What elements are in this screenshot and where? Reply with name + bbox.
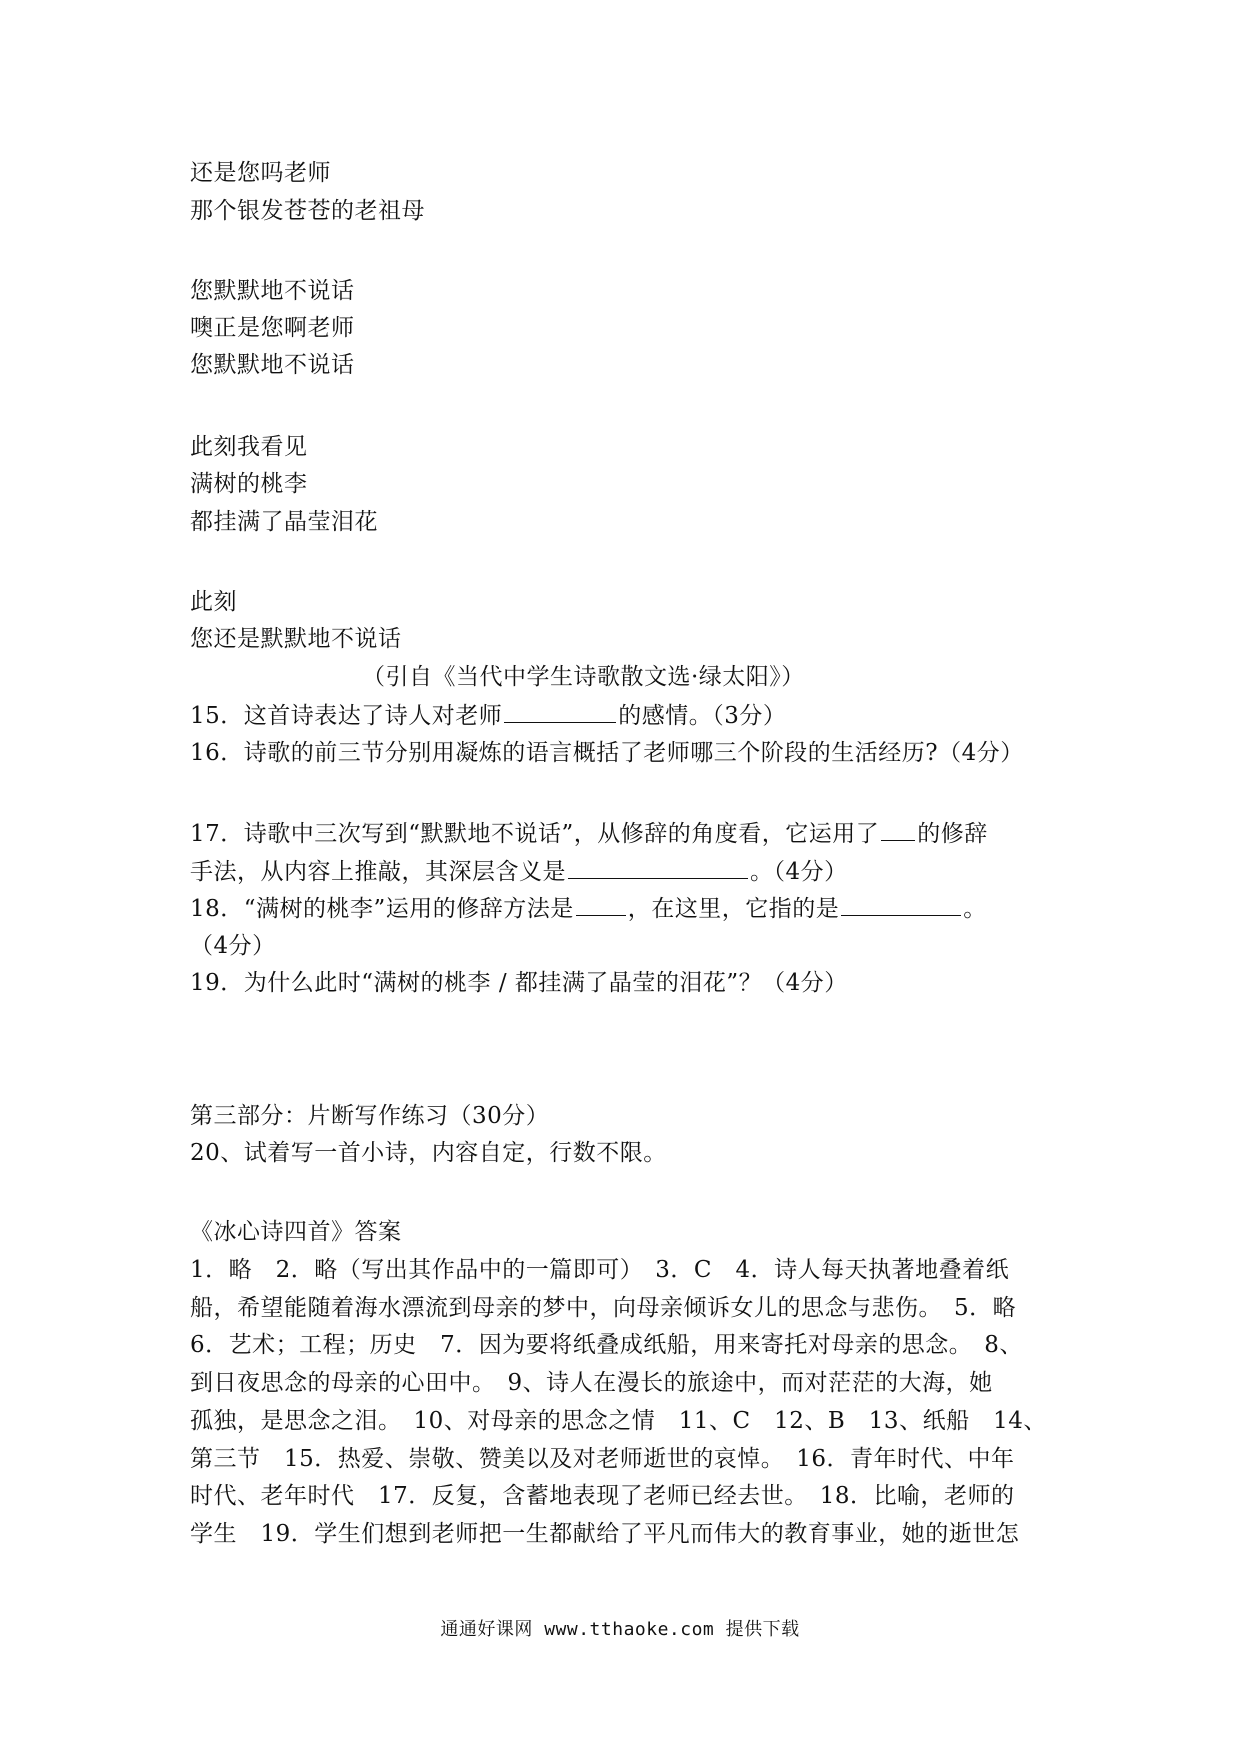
poem-line: 此刻我看见 (190, 434, 308, 460)
question-17-tail: 的修辞 (917, 821, 988, 847)
poem-line: 满树的桃李 (190, 471, 308, 497)
answer-line: 6．艺术；工程；历史 7．因为要将纸叠成纸船，用来寄托对母亲的思念。 8、 (190, 1332, 1023, 1358)
answer-line: 1．略 2．略（写出其作品中的一篇即可） 3．C 4．诗人每天执著地叠着纸 (190, 1257, 1010, 1283)
question-16: 16．诗歌的前三节分别用凝炼的语言概括了老师哪三个阶段的生活经历?（4分） (190, 740, 1024, 766)
answer-blank (881, 818, 915, 841)
answer-blank (841, 893, 961, 916)
page-footer: 通通好课网 www.tthaoke.com 提供下载 (440, 1619, 800, 1640)
answer-blank (568, 856, 748, 879)
poem-line: 噢正是您啊老师 (190, 315, 355, 341)
question-18-text: 18．“满树的桃李”运用的修辞方法是 (190, 896, 574, 922)
question-19: 19．为什么此时“满树的桃李 / 都挂满了晶莹的泪花”？（4分） (190, 970, 848, 996)
poem-line: 您默默地不说话 (190, 278, 355, 304)
answer-blank (576, 893, 626, 916)
question-15 (190, 700, 786, 731)
question-17 (190, 818, 988, 849)
poem-line: 此刻 (190, 589, 237, 615)
question-17-tail-2: 。（4分） (750, 859, 848, 885)
question-18-end: 。 (963, 896, 987, 922)
poem-line: 还是您吗老师 (190, 160, 331, 186)
answer-line: 学生 19．学生们想到老师把一生都献给了平凡而伟大的教育事业，她的逝世怎 (190, 1521, 1020, 1547)
question-18 (190, 893, 987, 924)
poem-source: （引自《当代中学生诗歌散文选·绿太阳》） (362, 664, 805, 690)
answer-line: 船，希望能随着海水漂流到母亲的梦中，向母亲倾诉女儿的思念与悲伤。 5．略 (190, 1295, 1017, 1321)
question-15-text: 15．这首诗表达了诗人对老师 (190, 703, 503, 729)
poem-line: 您还是默默地不说话 (190, 626, 402, 652)
answer-line: 孤独，是思念之泪。 10、对母亲的思念之情 11、C 12、B 13、纸船 14、 (190, 1408, 1047, 1434)
question-17-cont (190, 856, 848, 887)
answer-line: 到日夜思念的母亲的心田中。 9、诗人在漫长的旅途中，而对茫茫的大海，她 (190, 1370, 993, 1396)
answer-line: 第三节 15．热爱、崇敬、赞美以及对老师逝世的哀悼。 16．青年时代、中年 (190, 1446, 1015, 1472)
question-17-text-2: 手法，从内容上推敲，其深层含义是 (190, 859, 566, 885)
answer-blank (504, 700, 616, 723)
question-20: 20、试着写一首小诗，内容自定，行数不限。 (190, 1140, 667, 1166)
question-18-mid: ，在这里，它指的是 (627, 896, 840, 922)
poem-line: 那个银发苍苍的老祖母 (190, 198, 425, 224)
question-18-score: （4分） (190, 933, 276, 959)
poem-line: 您默默地不说话 (190, 352, 355, 378)
answer-line: 时代、老年时代 17．反复，含蓄地表现了老师已经去世。 18．比喻，老师的 (190, 1483, 1015, 1509)
part3-heading: 第三部分：片断写作练习（30分） (190, 1103, 550, 1129)
answers-title: 《冰心诗四首》答案 (190, 1219, 402, 1245)
question-15-tail: 的感情。（3分） (618, 703, 787, 729)
poem-line: 都挂满了晶莹泪花 (190, 509, 378, 535)
question-17-text: 17．诗歌中三次写到“默默地不说话”，从修辞的角度看，它运用了 (190, 821, 880, 847)
